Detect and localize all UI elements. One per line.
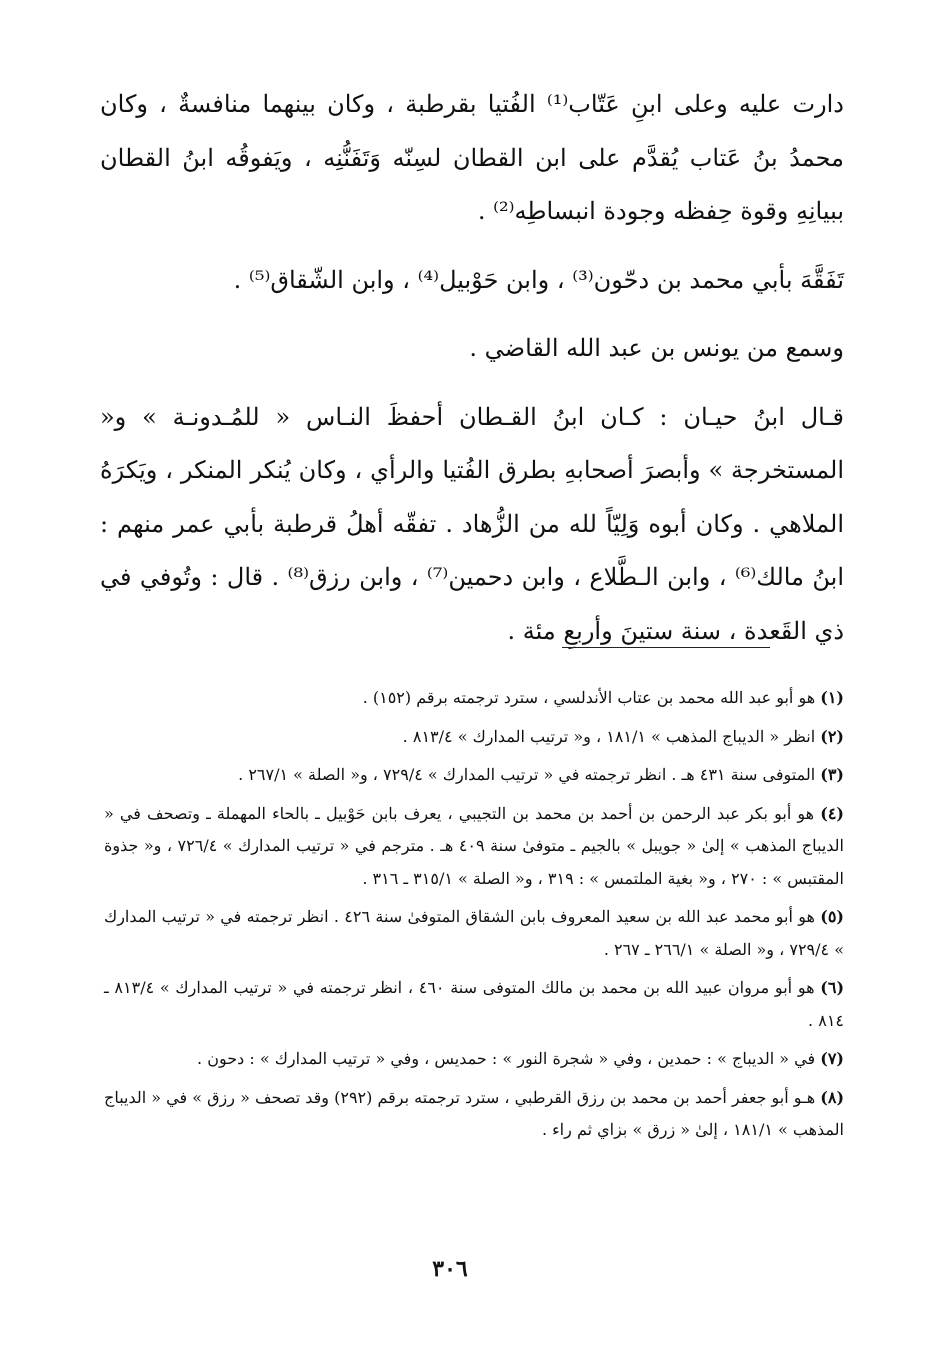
footnote-number: (٣) (820, 765, 844, 784)
footnote-text: هو أبو بكر عبد الرحمن بن أحمد بن محمد بن التجيبي ، يعرف بابن حَوْبيل ـ بالحاء المهملة ـ وتصحف في « الديباج المذهب » إلىٰ « جويبل » بالجيم ـ متوفىٰ سنة ٤٠٩ هـ . مترجم في « ترتيب المدارك » ٧٢٦/٤ ، و« جذوة المقتبس » : ٢٧٠ ، و« بغية الملتمس » : ٣١٩ ، و« الصلة » ٣١٥/١ ـ ٣١٦ . (104, 803, 845, 888)
footnote-number: (٤) (820, 803, 844, 823)
page-number: ٣٠٦ (432, 1256, 468, 1282)
footnote-number: (٢) (820, 726, 844, 746)
footnote-5 (104, 901, 844, 966)
paragraph-3: وسمع من يونس بن عبد الله القاضي . (469, 334, 844, 362)
footnote-number: (٧) (820, 1049, 844, 1068)
footnote-number: (٦) (820, 978, 845, 997)
footnote-text: انظر « الديباج المذهب » ١٨١/١ ، و« ترتيب المدارك » ٨١٣/٤ . (402, 726, 816, 746)
footnote-2 (104, 721, 844, 754)
footnote-4 (104, 798, 844, 896)
footnote-text: هو أبو مروان عبيد الله بن محمد بن مالك المتوفى سنة ٤٦٠ ، انظر ترجمته في « ترتيب المدارك » ٨١٣/٤ ـ ٨١٤ . (104, 978, 844, 1030)
footnote-number: (١) (820, 688, 844, 707)
footnote-text: هو أبو عبد الله محمد بن عتاب الأندلسي ، سترد ترجمته برقم (١٥٢) . (362, 688, 816, 707)
footnote-1 (104, 682, 844, 715)
main-text (100, 78, 844, 658)
paragraph-1: دارت عليه وعلى ابنِ عَتّاب⁽¹⁾ الفُتيا بقرطبة ، وكان بينهما منافسةٌ ، وكان محمدُ بنُ عَتاب يُقدَّم على ابن القطان لسِنّه وَتَفَنُّنِه ، ويَفوقُه ابنُ القطان ببيانِهِ وقوة حِفظه وجودة انبساطِه⁽²⁾ . (100, 90, 844, 225)
footnote-7 (104, 1043, 844, 1076)
footnote-text: هو أبو محمد عبد الله بن سعيد المعروف بابن الشقاق المتوفىٰ سنة ٤٢٦ . انظر ترجمته في « ترتيب المدارك » ٧٢٩/٤ ، و« الصلة » ٢٦٦/١ ـ ٢٦٧ . (104, 907, 844, 959)
footnotes (104, 682, 844, 1153)
footnote-8 (104, 1082, 844, 1147)
footnote-text: المتوفى سنة ٤٣١ هـ . انظر ترجمته في « ترتيب المدارك » ٧٢٩/٤ ، و« الصلة » ٢٦٧/١ . (238, 765, 816, 784)
footnote-text: في « الديباج » : حمدين ، وفي « شجرة النور » : حمديس ، وفي « ترتيب المدارك » : دحون . (197, 1049, 816, 1068)
footnote-number: (٨) (820, 1087, 845, 1107)
paragraph-2: تَفَقَّهَ بأبي محمد بن دحّون⁽³⁾ ، وابن حَوْبيل⁽⁴⁾ ، وابن الشّقاق⁽⁵⁾ . (233, 265, 844, 294)
footnote-3 (104, 759, 844, 792)
footnote-6 (104, 972, 844, 1037)
footnote-separator (562, 647, 770, 648)
paragraph-4: قـال ابنُ حيـان : كـان ابنُ القـطان أحفظَ النـاس « للمُـدونـة » و« المستخرجة » وأبصرَ أصحابهِ بطرق الفُتيا والرأي ، وكان يُنكر المنكر ، ويَكرَهُ الملاهي . وكان أبوه وَلِيّاً لله من الزُّهاد . تفقّه أهلُ قرطبة بأبي عمر منهم : ابنُ مالك⁽⁶⁾ ، وابن الـطَّلاع ، وابن دحمين⁽⁷⁾ ، وابن رزق⁽⁸⁾ . قال : وتُوفي في ذي القَعدة ، سنة ستينَ وأربعِ مئة . (100, 402, 844, 645)
footnote-number: (٥) (820, 907, 844, 926)
footnote-text: هـو أبو جعفر أحمد بن محمد بن رزق القرطبي ، سترد ترجمته برقم (٢٩٢) وقد تصحف « رزق » في « الديباج المذهب » ١٨١/١ ، إلىٰ « زرق » بزاي ثم راء . (104, 1087, 844, 1139)
